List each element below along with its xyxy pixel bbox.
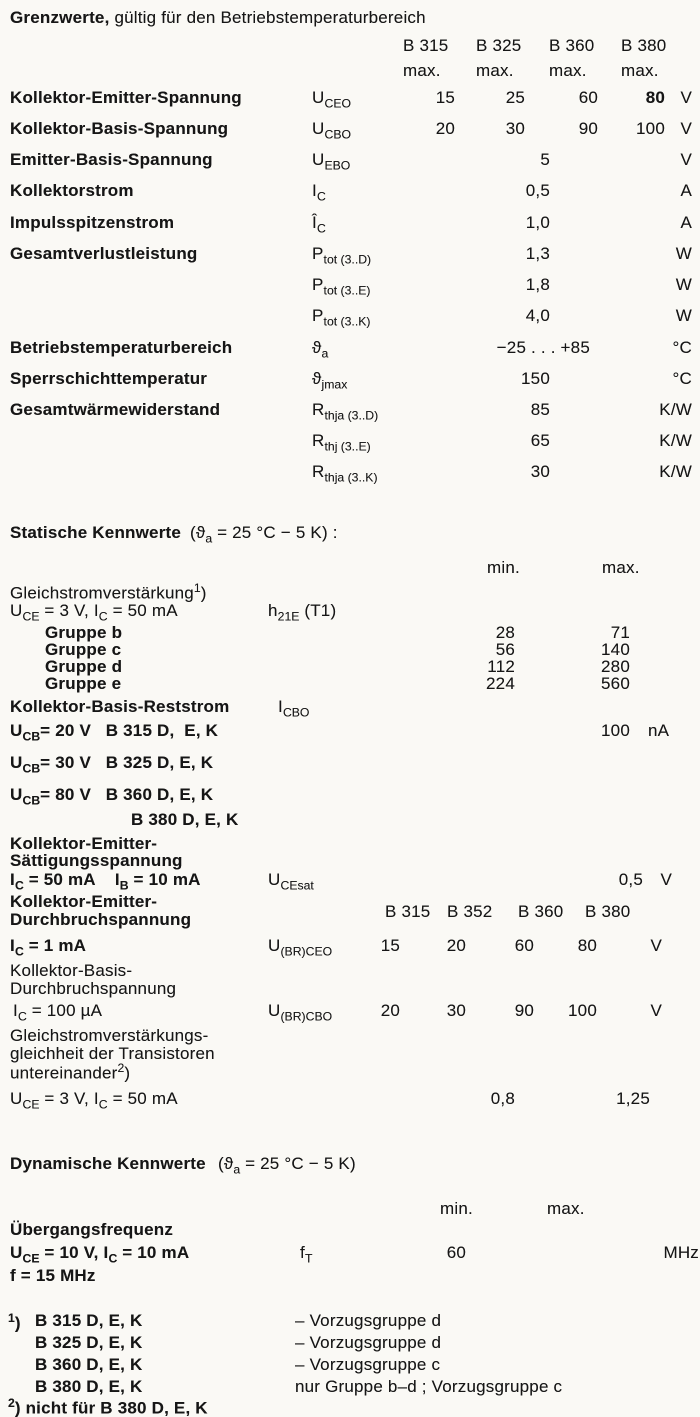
ubrcbo-b325: 30 [446,1001,466,1020]
dynamisch-condition: ($ϑ_a = 25$ °C − 5 K) [218,1154,356,1177]
value-ucbo-b325: 30 [505,119,525,138]
param-label-icm: Impulsspitzenstrom [10,213,175,232]
unit-ptot-k: W [675,306,692,325]
matching-label-3: untereinander$^2$) [10,1061,131,1083]
ubr-type-header-1: B 315 [385,902,431,921]
value-uceo-b315: 15 [435,88,455,107]
icbo-cond-2: $U_{CB}= 30$ V B 325 D, E, K [10,753,214,776]
footnote-1-marker: $^1$) [8,1311,21,1333]
unit-icm: A [680,213,692,232]
param-symbol-icm: $Î_C$ [312,213,326,236]
value-ic: 0,5 [525,181,550,200]
group-e-label: Gruppe e [45,674,122,693]
value-rth-d: 85 [530,400,550,419]
ubrceo-b360: 60 [514,936,534,955]
value-uebo: 5 [540,150,550,169]
value-uceo-b325: 25 [505,88,525,107]
ft-unit: MHz [663,1243,699,1262]
ubrceo-unit: V [650,936,662,955]
unit-ic: A [680,181,692,200]
value-ucbo-b380: 100 [636,119,665,138]
group-c-min: 56 [495,640,515,659]
footnote-1-type-4: B 380 D, E, K [35,1377,143,1396]
param-symbol-uebo: $U_{EBO}$ [312,150,351,173]
dynamisch-min-header: min. [440,1199,473,1218]
icbo-cond-1: $U_{CB}= 20$ V B 315 D, E, K [10,721,219,744]
max-header-2: max. [476,61,514,80]
matching-min: 0,8 [490,1089,515,1108]
value-ucbo-b360: 90 [578,119,598,138]
ft-symbol: $f_T$ [300,1243,313,1266]
ubrceo-b352: 20 [446,936,466,955]
statisch-min-header: min. [487,558,520,577]
icbo-cond-3: $U_{CB}= 80$ V B 360 D, E, K [10,785,214,808]
hfe-label: Gleichstromverstärkung$^1$) [10,581,207,603]
ft-condition-2: f = 15 MHz [10,1266,96,1285]
matching-max: 1,25 [616,1089,650,1108]
title-grenzwerte-rest: gültig für den Betriebstemperaturbereich [109,8,426,27]
param-symbol-ucbo: $U_{CBO}$ [312,119,351,142]
param-label-theta-a: Betriebstemperaturbereich [10,338,233,357]
param-symbol-uceo: $U_{CEO}$ [312,88,351,111]
value-rth-k: 30 [530,462,550,481]
title-grenzwerte-bold: Grenzwerte, [10,8,110,27]
group-e-min: 224 [486,674,515,693]
ubrceo-b315: 15 [380,936,400,955]
dynamisch-max-header: max. [547,1199,585,1218]
group-d-label: Gruppe d [45,657,123,676]
group-c-label: Gruppe c [45,640,122,659]
ucesat-unit: V [660,870,672,889]
unit-theta-jmax: °C [672,369,692,388]
matching-label-1: Gleichstromverstärkungs- [10,1026,209,1045]
footnote-1-type-1: B 315 D, E, K [35,1311,143,1330]
type-header-b360: B 360 [549,36,595,55]
ubrcbo-b380: 100 [568,1001,597,1020]
ubrceo-label-2: Durchbruchspannung [10,910,192,929]
group-d-min: 112 [487,657,515,676]
param-symbol-ptot-k: $P_{tot (3..K)}$ [312,306,371,329]
ubrcbo-condition: $I_C = 100$ µA [13,1001,103,1024]
unit-uebo: V [680,150,692,169]
unit-ptot-d: W [675,244,692,263]
param-symbol-theta-jmax: $ϑ_{jmax}$ [312,369,348,392]
unit-ptot-e: W [675,275,692,294]
footnote-1-note-2: – Vorzugsgruppe d [295,1333,442,1352]
statisch-max-header: max. [602,558,640,577]
ubrceo-condition: $I_C = 1$ mA [10,936,87,959]
ucesat-symbol: $U_{CEsat}$ [268,870,314,893]
group-b-max: 71 [610,623,630,642]
param-label-ic: Kollektorstrom [10,181,134,200]
icbo-max: 100 [601,721,630,740]
matching-label-2: gleichheit der Transistoren [10,1044,215,1063]
param-symbol-ptot-e: $P_{tot (3..E)}$ [312,275,371,298]
group-d-max: 280 [601,657,630,676]
param-label-rth: Gesamtwärmewiderstand [10,400,221,419]
group-b-label: Gruppe b [45,623,123,642]
param-symbol-ptot-d: $P_{tot (3..D)}$ [312,244,372,267]
section-title-statisch: Statische Kennwerte [10,523,182,542]
icbo-cond-4: B 380 D, E, K [131,810,239,829]
footnote-1-type-3: B 360 D, E, K [35,1355,143,1374]
section-title-grenzwerte [10,8,426,28]
param-label-uebo: Emitter-Basis-Spannung [10,150,213,169]
group-e-max: 560 [601,674,630,693]
icbo-symbol: $I_{CBO}$ [278,697,310,720]
footnote-1-type-2: B 325 D, E, K [35,1333,143,1352]
ucesat-condition: $I_C = 50$ mA $I_B = 10$ mA [10,870,201,893]
matching-condition: $U_{CE} = 3$ V, $I_C = 50$ mA [10,1089,178,1112]
unit-theta-a: °C [672,338,692,357]
value-ptot-e: 1,8 [525,275,550,294]
hfe-symbol: $h_{21E}$ (T1) [268,601,337,624]
ubrcbo-label-2: Durchbruchspannung [10,979,177,998]
param-label-ptot: Gesamtverlustleistung [10,244,198,263]
max-header-3: max. [549,61,587,80]
type-header-b380: B 380 [621,36,667,55]
param-label-theta-jmax: Sperrschichttemperatur [10,369,208,388]
ft-min: 60 [446,1243,466,1262]
unit-uceo: V [680,88,692,107]
value-rth-e: 65 [530,431,550,450]
ucesat-label-1: Kollektor-Emitter- [10,834,158,853]
icbo-unit: nA [648,721,670,740]
footnote-1-note-1: – Vorzugsgruppe d [295,1311,442,1330]
value-ucbo-b315: 20 [435,119,455,138]
ubrceo-symbol: $U_{(BR)CEO}$ [268,936,333,959]
param-symbol-theta-a: $ϑ_a$ [312,338,329,361]
ucesat-label-2: Sättigungsspannung [10,851,183,870]
value-temp-range: −25 . . . +85 [496,338,590,357]
ubrcbo-b315: 20 [380,1001,400,1020]
type-header-b315: B 315 [403,36,449,55]
icbo-label: Kollektor-Basis-Reststrom [10,697,230,716]
unit-ucbo: V [680,119,692,138]
param-label-uceo: Kollektor-Emitter-Spannung [10,88,242,107]
section-title-dynamisch: Dynamische Kennwerte [10,1154,206,1173]
param-symbol-rth-e: $R_{thj (3..E)}$ [312,431,371,454]
param-symbol-rth-d: $R_{thja (3..D)}$ [312,400,379,423]
value-uceo-b380: 80 [645,88,665,107]
value-theta-jmax: 150 [521,369,550,388]
value-icm: 1,0 [525,213,550,232]
ubrceo-b380: 80 [577,936,597,955]
ubrcbo-label-1: Kollektor-Basis- [10,961,133,980]
ft-condition-1: $U_{CE} = 10$ V, $I_C = 10$ mA [10,1243,190,1266]
footnote-1-note-3: – Vorzugsgruppe c [295,1355,441,1374]
group-c-max: 140 [601,640,630,659]
param-label-ucbo: Kollektor-Basis-Spannung [10,119,229,138]
max-header-4: max. [621,61,659,80]
ubrceo-label-1: Kollektor-Emitter- [10,892,158,911]
hfe-condition: $U_{CE} = 3$ V, $I_C = 50$ mA [10,601,178,624]
value-ptot-d: 1,3 [525,244,550,263]
ubrcbo-unit: V [650,1001,662,1020]
ucesat-max: 0,5 [618,870,643,889]
unit-rth-k: K/W [659,462,692,481]
ubrcbo-symbol: $U_{(BR)CBO}$ [268,1001,333,1024]
value-ptot-k: 4,0 [525,306,550,325]
footnote-1-note-4: nur Gruppe b–d ; Vorzugsgruppe c [295,1377,563,1396]
param-symbol-ic: $I_C$ [312,181,326,204]
ubrcbo-b360: 90 [514,1001,534,1020]
param-symbol-rth-k: $R_{thja (3..K)}$ [312,462,378,485]
ubr-type-header-3: B 360 [518,902,564,921]
ft-label: Übergangsfrequenz [10,1220,174,1239]
max-header-1: max. [403,61,441,80]
group-b-min: 28 [495,623,515,642]
unit-rth-d: K/W [659,400,692,419]
footnote-2: $^2$) nicht für B 380 D, E, K [8,1396,208,1417]
ubr-type-header-4: B 380 [585,902,631,921]
value-uceo-b360: 60 [578,88,598,107]
statisch-condition: ($ϑ_a = 25$ °C − 5 K) : [190,523,338,546]
type-header-b325: B 325 [476,36,522,55]
unit-rth-e: K/W [659,431,692,450]
ubr-type-header-2: B 352 [447,902,493,921]
